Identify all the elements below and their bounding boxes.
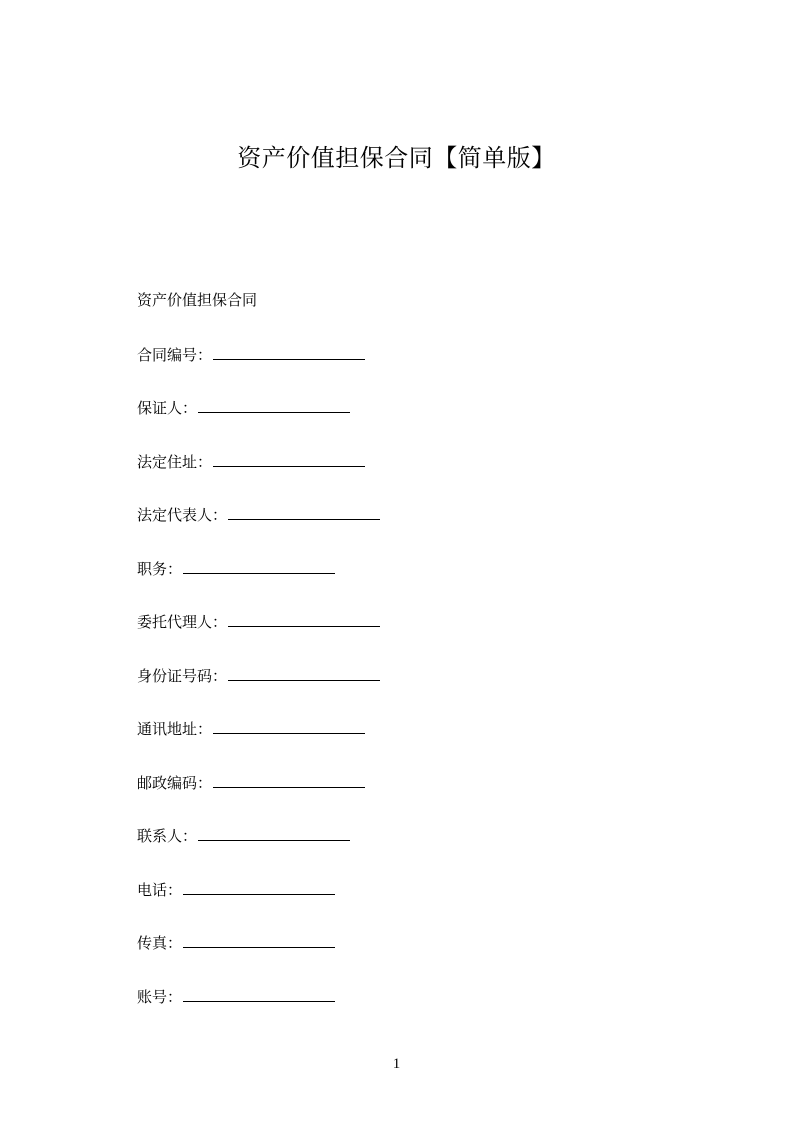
fill-blank (183, 558, 335, 574)
page-number: 1 (392, 1056, 401, 1072)
field-postal-code (137, 772, 657, 826)
field-label: 职务： (137, 559, 183, 578)
field-contact-person (137, 825, 657, 879)
fill-blank (198, 825, 350, 841)
fill-blank (213, 772, 365, 788)
field-id-number (137, 665, 657, 719)
fill-blank (213, 451, 365, 467)
field-label: 委托代理人： (137, 613, 228, 631)
contract-subtitle: 资产价值担保合同 (137, 291, 258, 309)
fill-blank (198, 397, 350, 413)
fill-blank (213, 344, 365, 360)
field-label: 合同编号： (137, 345, 213, 364)
fill-blank (228, 665, 380, 681)
field-legal-address (137, 451, 657, 505)
fill-blank (183, 879, 335, 895)
document-title: 资产价值担保合同【简单版】 (237, 144, 556, 172)
field-label: 传真： (137, 934, 183, 952)
field-label: 身份证号码： (137, 666, 228, 685)
field-position (137, 558, 657, 612)
fill-blank (213, 718, 365, 734)
field-label: 电话： (137, 880, 183, 899)
fill-blank (228, 611, 380, 627)
fill-blank (183, 932, 335, 948)
field-label: 法定住址： (137, 452, 213, 471)
field-authorized-agent (137, 611, 657, 665)
fill-blank (183, 986, 335, 1002)
field-label: 联系人： (137, 827, 198, 845)
field-label: 保证人： (137, 399, 198, 417)
field-label: 法定代表人： (137, 506, 228, 524)
field-label: 账号： (137, 987, 183, 1006)
field-guarantor (137, 397, 657, 451)
field-contract-number (137, 344, 657, 398)
field-label: 通讯地址： (137, 720, 213, 738)
field-legal-representative (137, 504, 657, 558)
fill-blank (228, 504, 380, 520)
form-fields (137, 290, 657, 1039)
field-mailing-address (137, 718, 657, 772)
field-label: 邮政编码： (137, 773, 213, 792)
field-account-number (137, 986, 657, 1040)
field-phone (137, 879, 657, 933)
field-fax (137, 932, 657, 986)
